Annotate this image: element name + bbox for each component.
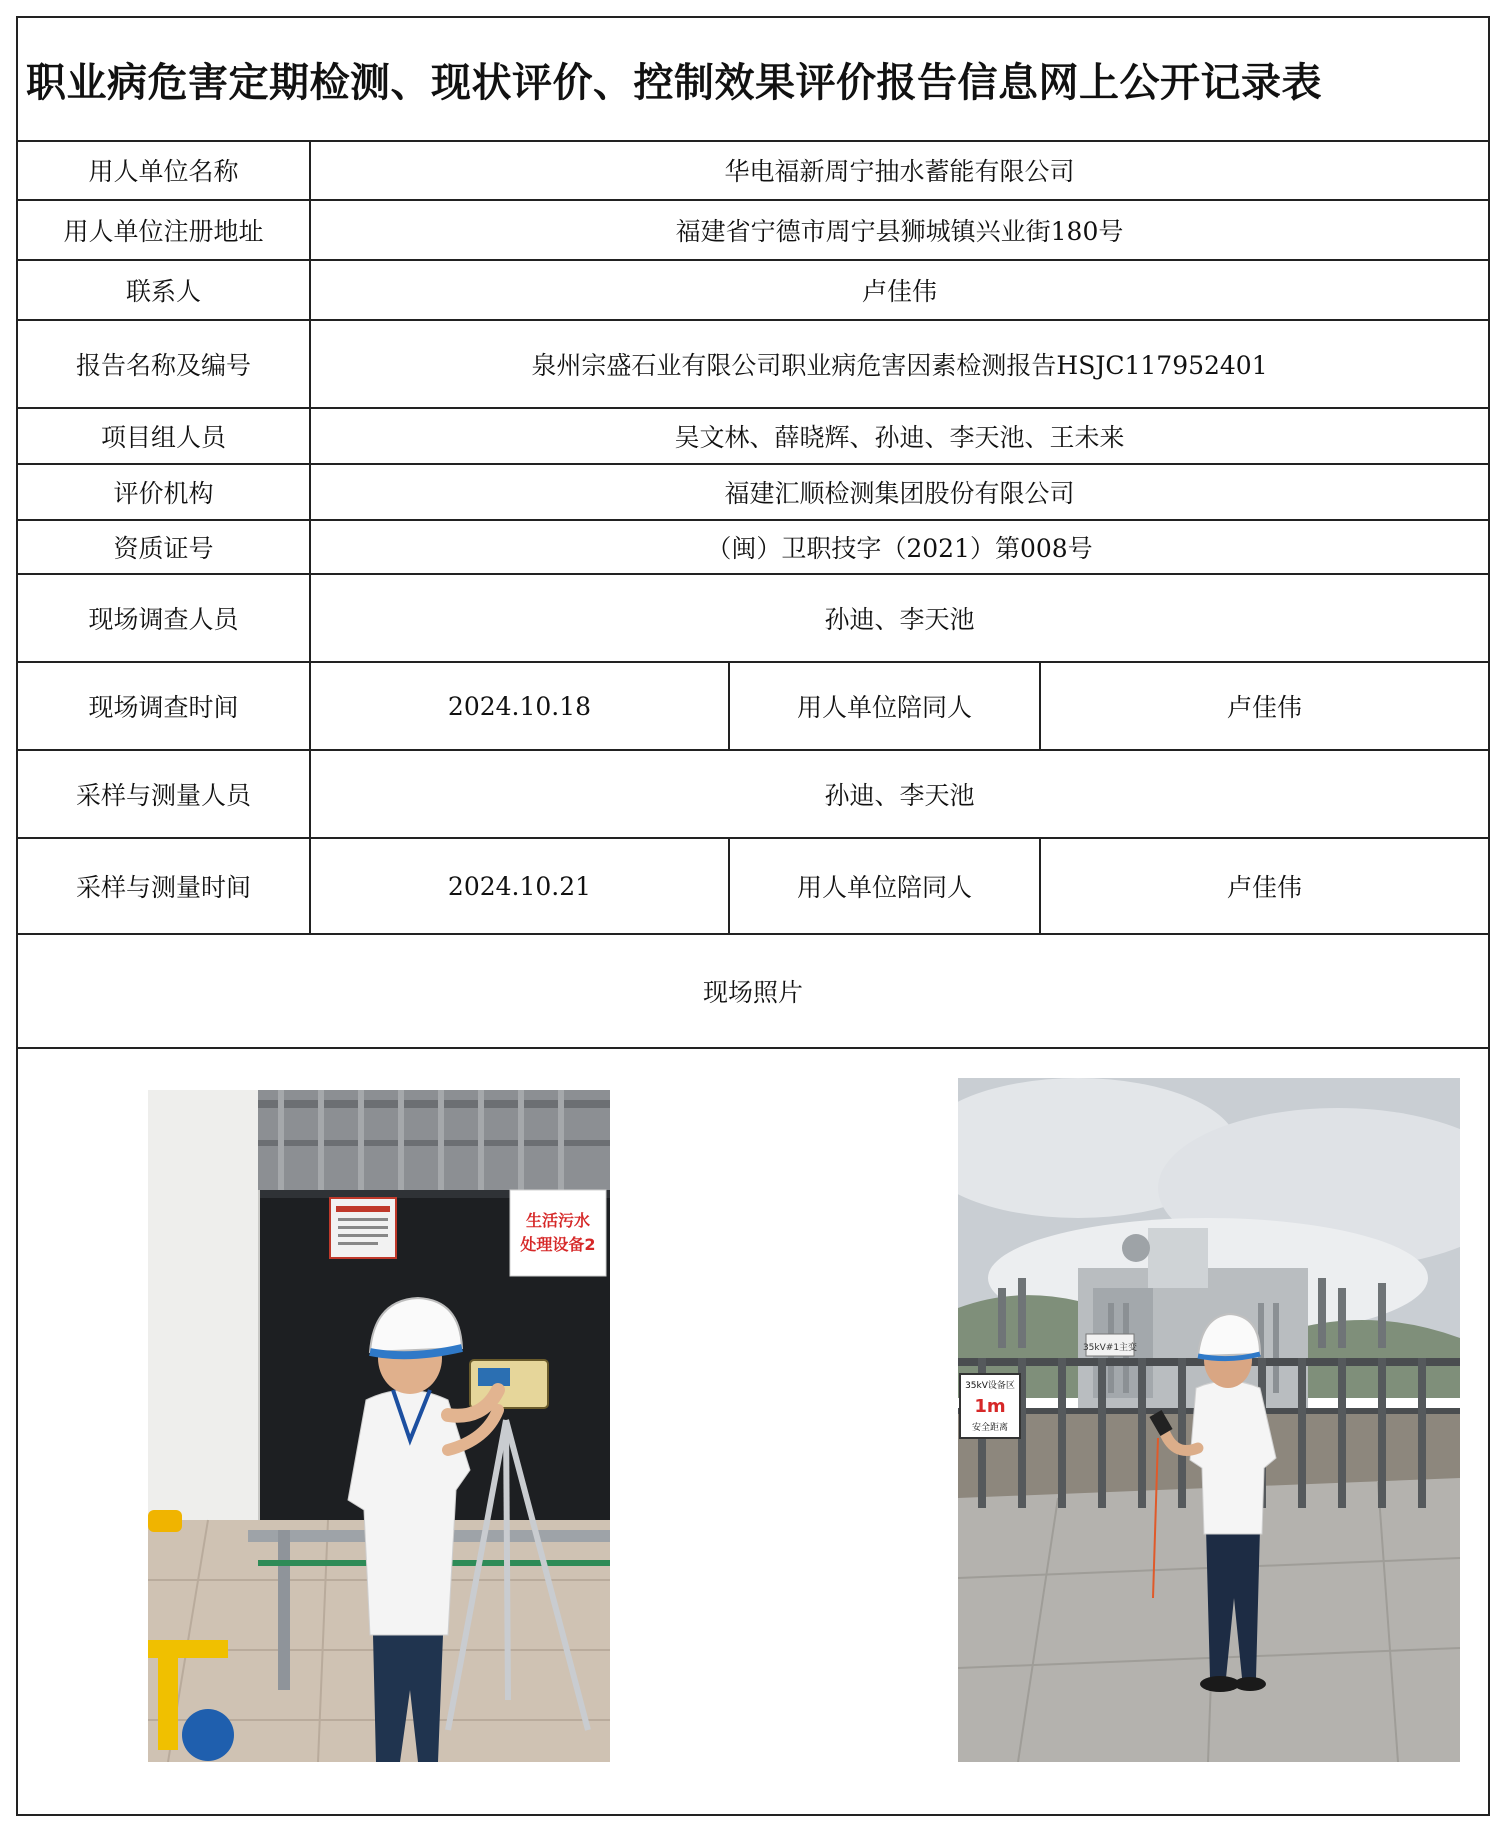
sampling-time-label: 采样与测量时间 <box>18 838 310 934</box>
sampling-time-value: 2024.10.21 <box>310 838 729 934</box>
record-sheet <box>16 16 1490 1816</box>
sampling-companion-label: 用人单位陪同人 <box>729 838 1040 934</box>
sampling-companion-value: 卢佳伟 <box>1040 838 1488 934</box>
contact-value: 卢佳伟 <box>310 260 1488 320</box>
sign-text-1: 生活污水 <box>525 1211 591 1230</box>
table-row <box>18 140 1488 200</box>
survey-time-value: 2024.10.18 <box>310 662 729 750</box>
survey-companion-value: 卢佳伟 <box>1040 662 1488 750</box>
qualification-label: 资质证号 <box>18 520 310 574</box>
table-row <box>18 750 1488 838</box>
table-row <box>18 260 1488 320</box>
table-row <box>18 662 1488 750</box>
site-photo-indoor <box>148 1090 610 1762</box>
table-row <box>18 200 1488 260</box>
photos-area <box>18 1064 1488 1814</box>
page-title: 职业病危害定期检测、现状评价、控制效果评价报告信息网上公开记录表 <box>18 18 1488 142</box>
employer-address-value: 福建省宁德市周宁县狮城镇兴业街180号 <box>310 200 1488 260</box>
survey-staff-label: 现场调查人员 <box>18 574 310 662</box>
photos-header: 现场照片 <box>18 934 1488 1048</box>
site-photo-outdoor <box>958 1078 1460 1762</box>
table-row <box>18 838 1488 934</box>
team-value: 吴文林、薛晓辉、孙迪、李天池、王未来 <box>310 408 1488 464</box>
report-label: 报告名称及编号 <box>18 320 310 408</box>
safety-sign-text-3: 安全距离 <box>971 1423 1009 1433</box>
survey-companion-label: 用人单位陪同人 <box>729 662 1040 750</box>
agency-label: 评价机构 <box>18 464 310 520</box>
table-row <box>18 408 1488 464</box>
employer-name-label: 用人单位名称 <box>18 140 310 200</box>
sampling-staff-value: 孙迪、李天池 <box>310 750 1488 838</box>
qualification-value: （闽）卫职技字（2021）第008号 <box>310 520 1488 574</box>
table-row <box>18 520 1488 574</box>
table-row <box>18 464 1488 520</box>
sign-text-2: 处理设备2 <box>520 1235 596 1254</box>
transformer-label: 35kV#1主变 <box>1082 1343 1138 1353</box>
employer-address-label: 用人单位注册地址 <box>18 200 310 260</box>
employer-name-value: 华电福新周宁抽水蓄能有限公司 <box>310 140 1488 200</box>
agency-value: 福建汇顺检测集团股份有限公司 <box>310 464 1488 520</box>
team-label: 项目组人员 <box>18 408 310 464</box>
info-table <box>18 140 1488 1049</box>
survey-time-label: 现场调查时间 <box>18 662 310 750</box>
table-row <box>18 574 1488 662</box>
contact-label: 联系人 <box>18 260 310 320</box>
table-row <box>18 934 1488 1048</box>
report-value: 泉州宗盛石业有限公司职业病危害因素检测报告HSJC117952401 <box>310 320 1488 408</box>
safety-sign-text-2: 1m <box>974 1396 1006 1417</box>
survey-staff-value: 孙迪、李天池 <box>310 574 1488 662</box>
sampling-staff-label: 采样与测量人员 <box>18 750 310 838</box>
table-row <box>18 320 1488 408</box>
safety-sign-text-1: 35kV设备区 <box>965 1381 1015 1391</box>
